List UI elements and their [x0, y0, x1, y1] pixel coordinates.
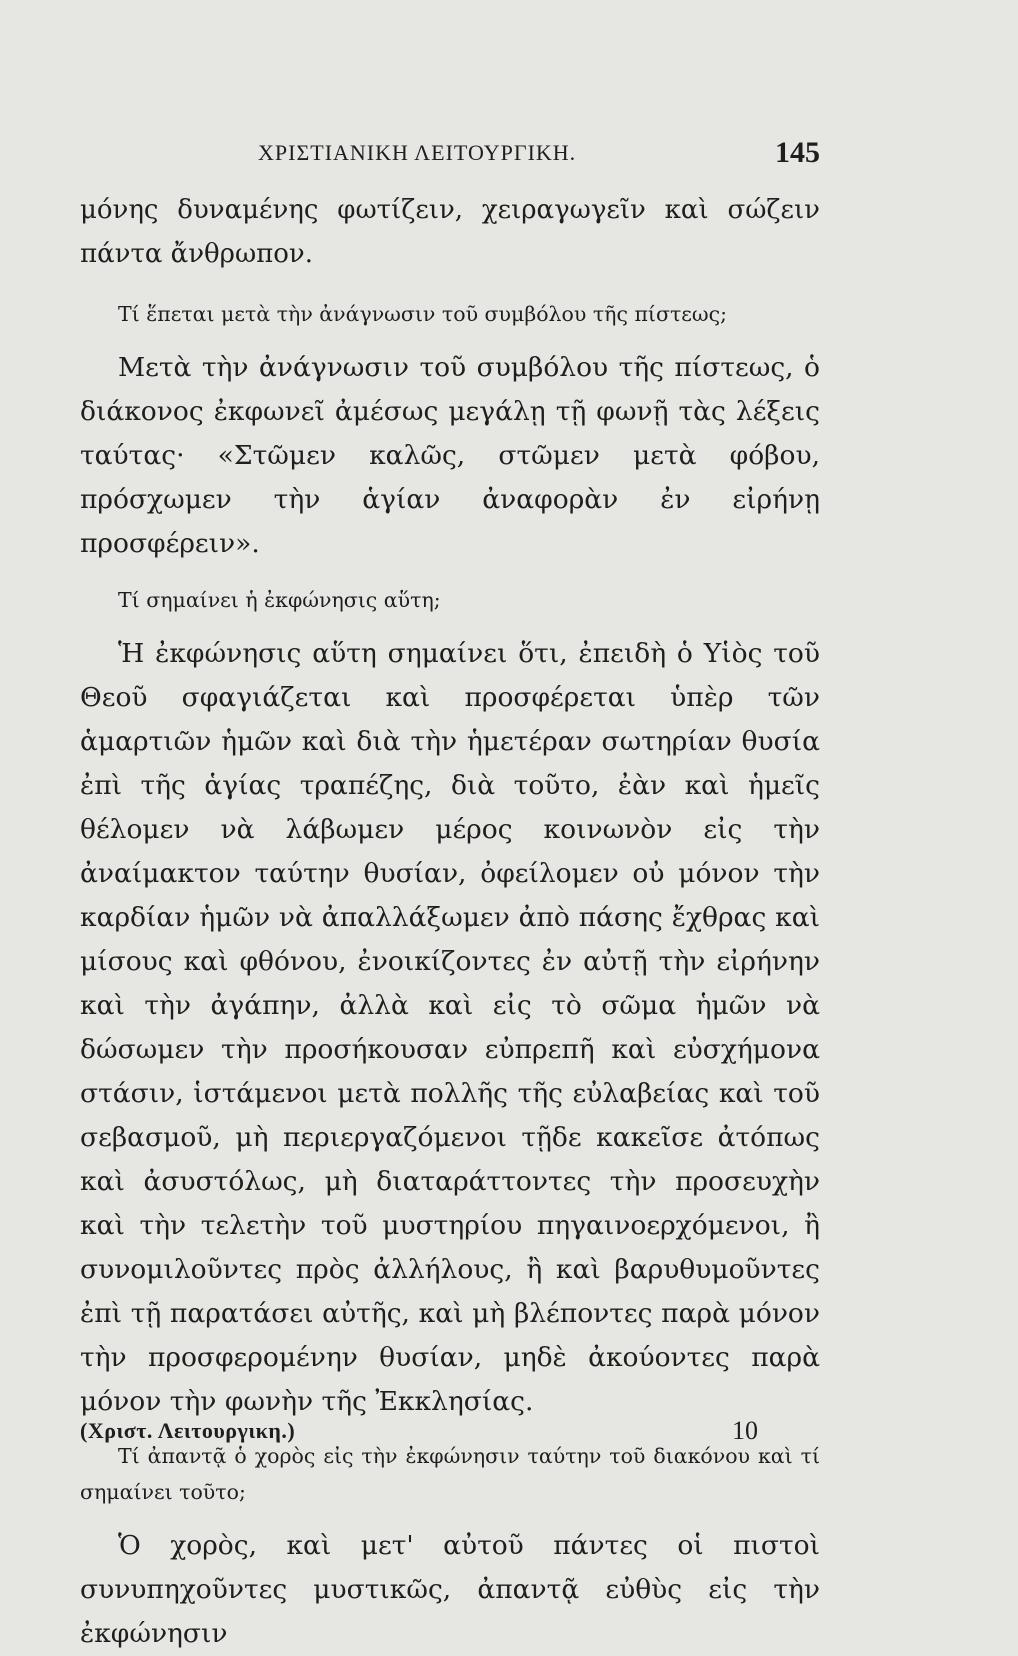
answer-3: Ὁ χορὸς, καὶ μετ' αὐτοῦ πάντες οἱ πιστοὶ συνυπηχοῦντες μυστικῶς, ἀπαντᾷ εὐθὺς εἰς τὴν ἐκφώνησιν — [80, 1530, 820, 1649]
answer-2: Ἡ ἐκφώνησις αὕτη σημαίνει ὅτι, ἐπειδὴ ὁ Υἱὸς τοῦ Θεοῦ σφαγιάζεται καὶ προσφέρεται ὑπὲρ τῶν ἁμαρτιῶν ἡμῶν καὶ διὰ τὴν ἡμετέραν σωτηρίαν θυσία ἐπὶ τῆς ἁγίας τραπέζης, διὰ τοῦτο, ἐὰν καὶ ἡμεῖς θέλομεν νὰ λάβωμεν μέρος κοινωνὸν εἰς τὴν ἀναίμακτον ταύτην θυσίαν, ὀφείλομεν οὐ μόνον τὴν καρδίαν ἡμῶν νὰ ἀπαλλάξωμεν ἀπὸ πάσης ἔχθρας καὶ μίσους καὶ φθόνου, ἐνοικίζοντες ἐν αὐτῇ τὴν εἰρήνην καὶ τὴν ἀγάπην, ἀλλὰ καὶ εἰς τὸ σῶμα ἡμῶν νὰ δώσωμεν τὴν προσήκουσαν εὐπρεπῆ καὶ εὐσχήμονα στάσιν, ἱστάμενοι μετὰ πολλῆς τῆς εὐλαβείας καὶ τοῦ σεβασμοῦ, μὴ περιεργαζόμενοι τῇδε κακεῖσε ἀτόπως καὶ ἀσυστόλως, μὴ διαταράττοντες τὴν προσευχὴν καὶ τὴν τελετὴν τοῦ μυστηρίου πηγαινοερχόμενοι, ἢ συνομιλοῦντες πρὸς ἀλλήλους, ἢ καὶ βαρυθυμοῦντες ἐπὶ τῇ παρατάσει αὐτῆς, καὶ μὴ βλέποντες παρὰ μόνον τὴν προσφερομένην θυσίαν, μηδὲ ἀκούοντες παρὰ μόνον τὴν φωνὴν τῆς Ἐκκλησίας. — [80, 638, 820, 1417]
running-title: ΧΡΙΣΤΙΑΝΙΚΗ ΛΕΙΤΟΥΡΓΙΚΗ. — [258, 140, 577, 165]
signature-mark: (Χριστ. Λειτουργικη.) — [80, 1418, 296, 1443]
continued-paragraph: μόνης δυναμένης φωτίζειν, χειραγωγεῖν καὶ σώζειν πάντα ἄνθρωπον. — [80, 195, 820, 269]
page-number: 145 — [775, 136, 820, 169]
question-3: Τί ἀπαντᾷ ὁ χορὸς εἰς τὴν ἐκφώνησιν ταύτην τοῦ διακόνου καὶ τί σημαίνει τοῦτο; — [80, 1444, 820, 1504]
answer-1: Μετὰ τὴν ἀνάγνωσιν τοῦ συμβόλου τῆς πίστεως, ὁ διάκονος ἐκφωνεῖ ἀμέσως μεγάλῃ τῇ φωνῇ τὰς λέξεις ταύτας· «Στῶμεν καλῶς, στῶμεν μετὰ φόβου, πρόσχωμεν τὴν ἁγίαν ἀναφορὰν ἐν εἰρήνῃ προσφέρειν». — [80, 352, 820, 559]
page-header — [80, 136, 820, 180]
question-2: Τί σημαίνει ἡ ἐκφώνησις αὕτη; — [118, 588, 441, 612]
question-1: Τί ἕπεται μετὰ τὴν ἀνάγνωσιν τοῦ συμβόλου τῆς πίστεως; — [118, 302, 728, 326]
sheet-number: 10 — [732, 1416, 758, 1445]
page-footer — [80, 1418, 820, 1458]
